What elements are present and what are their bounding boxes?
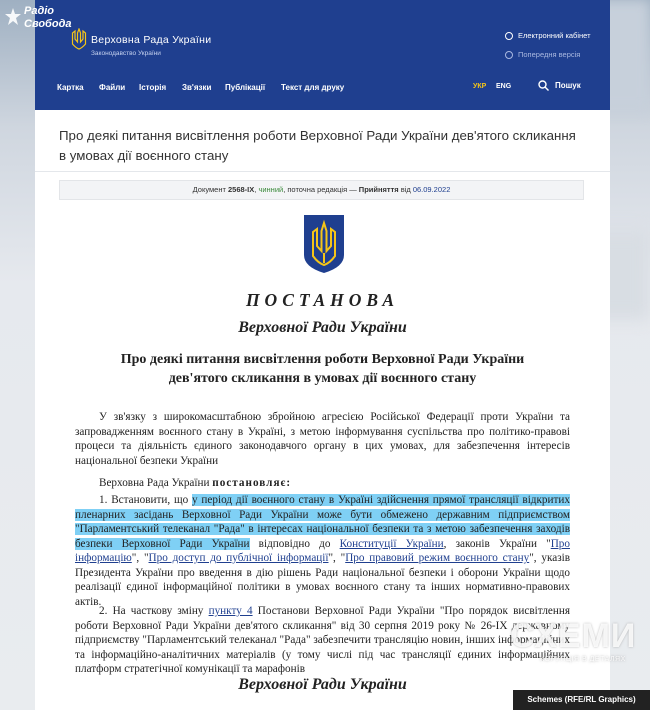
cabinet-link[interactable] <box>505 31 591 40</box>
nav-card[interactable]: Картка <box>57 83 84 92</box>
info-mid: , поточна редакція — <box>283 185 359 194</box>
divider <box>35 171 610 172</box>
logo-line2: Свобода <box>24 18 72 30</box>
site-subtitle: Законодавство України <box>91 50 161 57</box>
link-constitution[interactable]: Конституції України <box>339 537 444 550</box>
resolves-keyword: постановляє: <box>212 477 292 489</box>
nav-history[interactable]: Історія <box>139 83 167 92</box>
watermark-tagline: КОРУПЦІЯ В ДЕТАЛЯХ <box>540 656 626 663</box>
coat-of-arms-icon <box>302 213 346 275</box>
radio-svoboda-logo <box>0 0 80 56</box>
resolves-paragraph <box>75 476 570 491</box>
lang-eng[interactable]: ENG <box>496 83 512 90</box>
info-number: 2568-IX <box>227 185 255 194</box>
cabinet-label: Електронний кабінет <box>518 31 591 40</box>
previous-version-label: Попередня версія <box>518 50 581 59</box>
document-info-bar <box>59 180 584 200</box>
link-point-4[interactable]: пункту 4 <box>208 605 253 617</box>
issuer-bottom: Верховної Ради України <box>238 676 407 693</box>
p1-text: , законів України " <box>443 537 551 550</box>
search-label: Пошук <box>555 81 581 90</box>
schemy-watermark <box>510 617 637 675</box>
gear-icon <box>505 32 513 40</box>
paragraph-2 <box>75 604 570 677</box>
document-type: ПОСТАНОВА <box>245 290 400 310</box>
info-accepted: Прийняття <box>358 185 399 194</box>
document-title: Про деякі питання висвітлення роботи Верховної Ради України дев'ятого скликання в умовах дії воєнного стану <box>59 128 576 163</box>
info-from: від <box>398 185 413 194</box>
nav-links[interactable]: Зв'язки <box>182 83 212 92</box>
watermark-title: СХЕМИ <box>510 617 637 655</box>
search-icon <box>538 80 549 91</box>
previous-version-link[interactable] <box>505 50 580 59</box>
document-heading: Про деякі питання висвітлення роботи Верховної Ради України дев'ятого скликання в умовах дії воєнного стану <box>120 352 525 386</box>
issuer: Верховної Ради України <box>238 319 407 336</box>
search-button[interactable] <box>538 80 581 91</box>
info-prefix: Документ <box>192 185 228 194</box>
nav-print-text[interactable]: Текст для друку <box>281 83 345 92</box>
header-top <box>35 0 610 68</box>
lang-ukr[interactable]: УКР <box>473 83 487 90</box>
p1-text: ", " <box>131 552 149 564</box>
p1-text-end: ", указів Президента України про введення в дію рішень Ради національної безпеки і оборони України щодо реалізації єдиної інформаційної політики в умовах воєнного стану та інших нормативно-правових актів. <box>75 552 571 608</box>
site-title[interactable]: Верховна Рада України <box>91 34 212 46</box>
link-law-martial-law[interactable]: Про правовий режим воєнного стану <box>345 552 530 564</box>
nav-publications[interactable]: Публікації <box>225 83 266 92</box>
p2-text: Постанови Верховної Ради України "Про порядок висвітлення роботи Верховної Ради України дев'ятого скликання" від 30 серпня 2019 року № 26-IX державному підприємству "Парламентський телеканал "Рада" забезпечити трансляцію новин, інших інформаційних та інформаційно-аналітичних матеріалів (у тому числі під час трансляції єдиних інформаційних платформ стратегічної комунікації та марафонів <box>75 605 570 675</box>
image-credit: Schemes (RFE/RL Graphics) <box>513 690 650 710</box>
p1-highlight: у період дії воєнного стану в Україні здійснення прямої трансляції відкритих пленарних засідань Верховної Ради України може бути обмежено державним підприємством "Парламентський телеканал "Рада" в інтересах національної безпеки та з метою забезпечення заходів безпеки Верховної Ради України <box>75 494 570 550</box>
p1-text-start: 1. Встановити, що <box>99 494 193 506</box>
link-law-public-info[interactable]: Про доступ до публічної інформації <box>148 552 329 564</box>
p2-text-start: 2. На часткову зміну <box>99 605 209 617</box>
info-sep: , <box>254 185 259 194</box>
nav-files[interactable]: Файли <box>99 83 126 92</box>
site-header <box>35 0 610 110</box>
info-status: чинний <box>258 185 284 194</box>
p1-text: відповідно до <box>249 537 340 550</box>
p1-text: ", " <box>328 552 346 564</box>
nav-bar <box>35 70 610 106</box>
info-date[interactable]: 06.09.2022 <box>412 185 451 194</box>
link-law-information[interactable]: Про інформацію <box>75 537 570 564</box>
preamble-paragraph: У зв'язку з широкомасштабною збройною агресією Російської Федерації проти України та запровадженням воєнного стану в Україні, з метою інформування суспільства про політико-правові процеси та діяльність єдиного законодавчого органу в цих умовах, для забезпечення інтересів національної безпеки України <box>75 411 570 467</box>
logo-line1: Радіо <box>24 5 55 17</box>
clock-icon <box>505 51 513 59</box>
radio-svoboda-mark <box>4 6 22 32</box>
resolves-text: Верховна Рада України <box>99 477 213 489</box>
paragraph-1 <box>75 493 570 609</box>
